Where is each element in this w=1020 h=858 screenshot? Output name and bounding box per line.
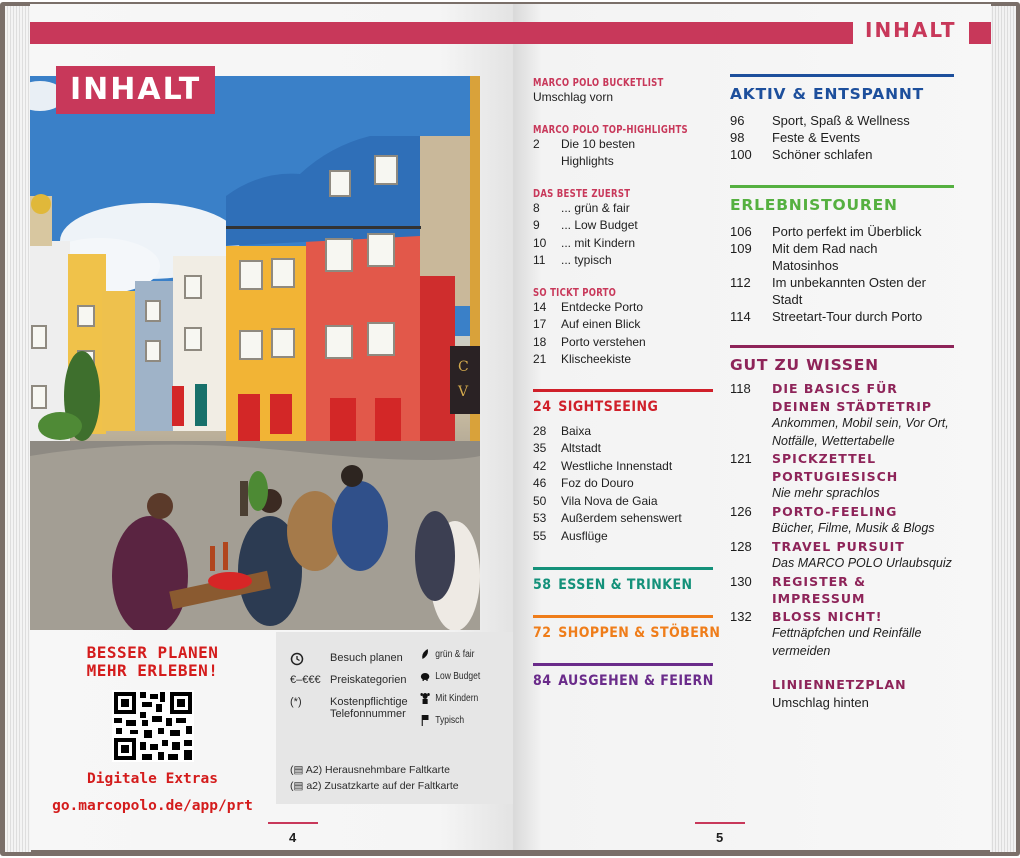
legend-typical: Typisch — [420, 714, 464, 726]
toc-chapter-erlebnistouren: ERLEBNISTOUREN 106 Porto perfekt im Überblick 109 Mit dem Rad nach Matosinhos 112 Im unbekannten Osten der Stadt 114 Streetart-Tour durch Porto — [730, 185, 954, 325]
folio-rule — [695, 822, 745, 824]
chapter-rule — [533, 389, 713, 392]
toc-entry[interactable]: 96 Sport, Spaß & Wellness — [730, 113, 910, 128]
asterisk-symbol: (*) — [290, 696, 302, 708]
photo-illustration — [30, 76, 480, 630]
legend-box — [276, 632, 513, 804]
toc-so-tickt-porto: SO TICKT PORTO 14 Entdecke Porto 17 Auf einen Blick 18 Porto verstehen 21 Klischeekiste — [533, 286, 713, 369]
promo-block — [30, 644, 275, 816]
legend-with-kids: Mit Kindern — [420, 692, 478, 704]
digital-extras-url[interactable]: go.marcopolo.de/app/prt — [52, 798, 253, 814]
legend-text: Preiskategorien — [330, 674, 407, 686]
clock-icon — [290, 652, 330, 669]
toc-entry[interactable]: 42 Westliche Innenstadt — [533, 458, 673, 473]
toc-entry[interactable]: 100 Schöner schlafen — [730, 147, 873, 162]
legend-row-phone — [290, 696, 408, 720]
toc-entry[interactable]: 14 Entdecke Porto — [533, 299, 644, 314]
toc-entry[interactable]: 112 Im unbekannten Osten der Stadt — [730, 275, 926, 307]
page-edges-right — [990, 6, 1016, 852]
toc-chapter-gut-zu-wissen: GUT ZU WISSEN 118 DIE BASICS FÜR DEINEN STÄDTETRIP Ankommen, Mobil sein, Vor Ort, Notfälle, Wettertabelle 121 SPICKZETTEL PORTUGIESISCH Nie mehr sprachlos 126 PORTO-FEELING Bücher, Filme, Musik & Blogs 128 TRAVEL PURSUIT Das MARCO POLO Urlaubsquiz 130 REGISTER & IMPRESSUM 132 BLOSS NICHT! Fettnäpfchen und Reinfälle vermeiden LINIENNETZPLAN Umschlag hinten — [730, 345, 954, 711]
toc-column-left — [533, 76, 721, 705]
running-head: INHALT — [865, 18, 957, 42]
toc-entry[interactable]: 53 Außerdem sehenswert — [533, 511, 682, 525]
digital-extras-label: Digitale Extras — [87, 771, 218, 787]
toc-entry[interactable]: 35 Altstadt — [533, 441, 602, 455]
legend-low-budget: Low Budget — [420, 670, 480, 682]
svg-text:V: V — [458, 384, 469, 400]
toc-entry[interactable]: 8 ... grün & fair — [533, 200, 630, 215]
toc-chapter-ausgehen[interactable]: 84 AUSGEHEN & FEIERN — [533, 663, 713, 689]
toc-entry[interactable]: 121 SPICKZETTEL PORTUGIESISCH Nie mehr sprachlos — [730, 451, 899, 500]
toc-entry[interactable]: 109 Mit dem Rad nach Matosinhos — [730, 241, 878, 273]
piggy-bank-icon — [420, 670, 430, 682]
legend-text: Kostenpflichtige Telefonnummer — [330, 696, 408, 720]
toc-entry[interactable]: 118 DIE BASICS FÜR DEINEN STÄDTETRIP Ankommen, Mobil sein, Vor Ort, Notfälle, Wettertabelle — [730, 381, 949, 448]
toc-chapter-essen[interactable]: 58 ESSEN & TRINKEN — [533, 567, 713, 593]
toc-bucketlist[interactable]: MARCO POLO BUCKETLIST Umschlag vorn — [533, 76, 664, 104]
toc-entry[interactable]: 98 Feste & Events — [730, 130, 861, 145]
promo-line-1: BESSER PLANEN — [86, 643, 219, 662]
toc-chapter-aktiv: AKTIV & ENTSPANNT 96 Sport, Spaß & Wellness 98 Feste & Events 100 Schöner schlafen — [730, 74, 954, 163]
toc-entry[interactable]: 132 BLOSS NICHT! Fettnäpfchen und Reinfälle vermeiden — [730, 608, 922, 658]
legend-row-visit — [290, 652, 403, 669]
legend-green-fair: grün & fair — [420, 648, 475, 660]
toc-entry[interactable]: 18 Porto verstehen — [533, 334, 646, 349]
toc-beste-zuerst: DAS BESTE ZUERST 8 ... grün & fair 9 ... Low Budget 10 ... mit Kindern 11 ... typisch — [533, 187, 713, 270]
page-edges-left — [5, 6, 31, 852]
toc-entry[interactable]: 17 Auf einen Blick — [533, 317, 641, 331]
top-band — [513, 22, 853, 44]
toc-chapter-shoppen[interactable]: 72 SHOPPEN & STÖBERN — [533, 615, 713, 641]
toc-entry[interactable]: 28 Baixa — [533, 423, 592, 438]
toc-top-highlights[interactable]: MARCO POLO TOP-HIGHLIGHTS 2 Die 10 besten Highlights — [533, 122, 688, 168]
porto-square-photo — [30, 76, 480, 630]
map-note-extra: (▤ a2) Zusatzkarte auf der Faltkarte — [290, 780, 459, 792]
toc-entry[interactable]: 10 ... mit Kindern — [533, 235, 636, 250]
page-right — [513, 4, 991, 850]
child-icon — [420, 692, 430, 704]
toc-entry[interactable]: 128 TRAVEL PURSUIT Das MARCO POLO Urlaubsquiz — [730, 538, 952, 570]
flag-icon — [420, 714, 430, 726]
page-number-right: 5 — [716, 830, 724, 845]
page-number-left: 4 — [289, 830, 297, 845]
leaf-icon — [420, 648, 430, 660]
toc-entry[interactable]: 9 ... Low Budget — [533, 218, 638, 232]
toc-entry[interactable]: 130 REGISTER & IMPRESSUM — [730, 573, 867, 606]
toc-chapter-sightseeing[interactable]: 24 SIGHTSEEING 28 Baixa 35 Altstadt 42 Westliche Innenstadt 46 Foz do Douro 50 Vila Nova de Gaia 53 Außerdem sehenswert 55 Ausflüge — [533, 389, 713, 546]
page-left — [30, 4, 513, 850]
toc-entry[interactable]: 55 Ausflüge — [533, 528, 608, 543]
top-band — [30, 22, 513, 44]
top-band-end — [969, 22, 991, 44]
qr-code-icon[interactable] — [112, 690, 194, 762]
toc-entry[interactable]: 50 Vila Nova de Gaia — [533, 493, 658, 508]
inhalt-badge: INHALT — [56, 66, 215, 114]
folio-rule — [268, 822, 318, 824]
toc-entry[interactable]: 126 PORTO-FEELING Bücher, Filme, Musik & Blogs — [730, 503, 935, 535]
toc-entry[interactable]: 114 Streetart-Tour durch Porto — [730, 309, 923, 324]
toc-entry[interactable]: 11 ... typisch — [533, 253, 612, 267]
legend-text: Besuch planen — [330, 652, 403, 664]
toc-column-right — [730, 74, 954, 711]
toc-liniennetzplan[interactable]: LINIENNETZPLAN Umschlag hinten — [772, 677, 907, 710]
promo-line-2: MEHR ERLEBEN! — [86, 661, 219, 680]
svg-text:C: C — [458, 359, 469, 375]
legend-row-price — [290, 674, 406, 686]
price-symbol: €–€€€ — [290, 674, 321, 686]
toc-entry[interactable]: 46 Foz do Douro — [533, 476, 634, 490]
toc-entry[interactable]: 21 Klischeekiste — [533, 352, 632, 366]
map-note-foldout: (▤ A2) Herausnehmbare Faltkarte — [290, 764, 450, 776]
toc-entry[interactable]: 106 Porto perfekt im Überblick — [730, 224, 922, 239]
